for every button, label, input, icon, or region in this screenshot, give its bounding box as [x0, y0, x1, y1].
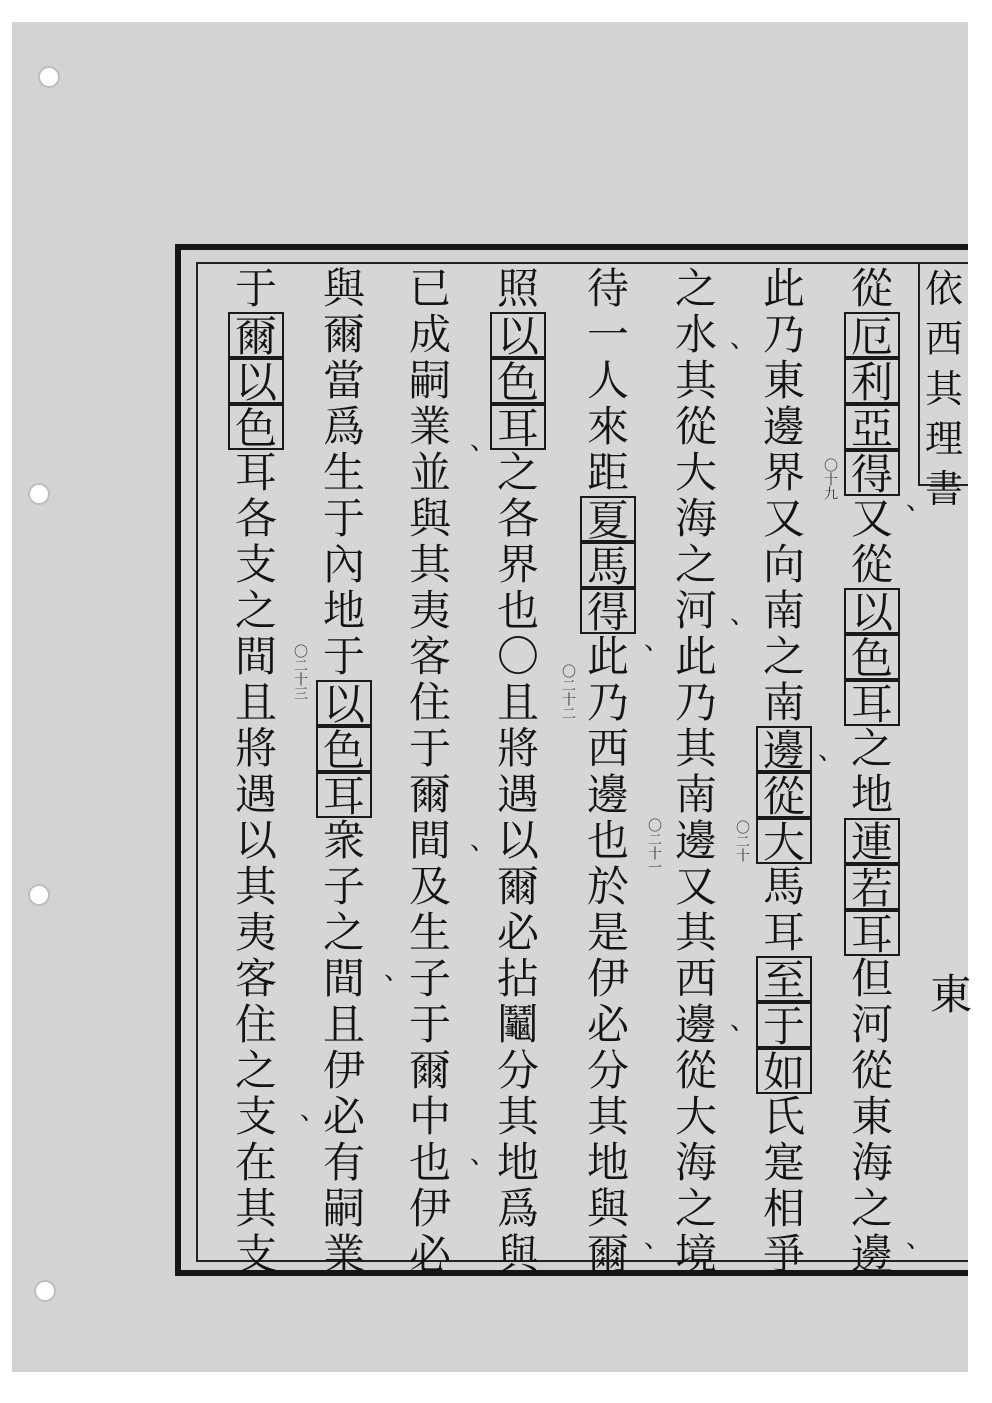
text-char: 伊 — [322, 1046, 365, 1095]
verse-note: 〇十九 — [822, 458, 838, 500]
verse-note: 〇二十三 — [292, 644, 308, 700]
punctuation-mark: 、 — [470, 826, 497, 856]
text-char: 從 — [674, 402, 717, 451]
text-char: 內 — [322, 540, 365, 589]
text-char: 之 — [496, 448, 539, 497]
text-char: 分 — [496, 1046, 539, 1095]
text-char: 伊 — [408, 1184, 451, 1233]
verse-note: 〇二十一 — [646, 818, 662, 874]
text-char: 邊 — [674, 816, 717, 865]
name-mark-char: 以 — [844, 588, 900, 634]
text-char: 氏 — [762, 1092, 805, 1141]
punch-hole — [38, 66, 60, 88]
text-char: 住 — [234, 1000, 277, 1049]
name-mark-char: 亞 — [844, 404, 900, 450]
name-mark-char: 得 — [580, 588, 636, 634]
name-mark-char: 耳 — [844, 910, 900, 956]
text-char: 嗣 — [322, 1184, 365, 1233]
text-char: 將 — [496, 724, 539, 773]
name-mark-char: 若 — [844, 864, 900, 910]
punctuation-mark: 、 — [300, 1096, 327, 1126]
text-char: 海 — [674, 1138, 717, 1187]
text-char: 與 — [322, 264, 365, 313]
text-char: 一 — [586, 310, 629, 359]
punctuation-mark: 、 — [470, 426, 497, 456]
name-mark-char: 爾 — [228, 312, 284, 358]
name-mark-char: 大 — [756, 818, 812, 864]
text-char: 必 — [586, 1000, 629, 1049]
text-char: 界 — [496, 540, 539, 589]
text-char: 之 — [674, 540, 717, 589]
text-char: 西 — [674, 954, 717, 1003]
text-char: 支 — [234, 1230, 277, 1279]
text-char: 地 — [850, 770, 893, 819]
text-char: 邊 — [586, 770, 629, 819]
text-char: 地 — [586, 1138, 629, 1187]
text-char: 且 — [234, 678, 277, 727]
text-char: 支 — [234, 1092, 277, 1141]
text-char: 此 — [674, 632, 717, 681]
name-mark-char: 厄 — [844, 312, 900, 358]
name-mark-char: 于 — [756, 1002, 812, 1048]
text-char: 也 — [496, 586, 539, 635]
text-char: 客 — [234, 954, 277, 1003]
text-char: 生 — [322, 448, 365, 497]
text-char: 照 — [496, 264, 539, 313]
text-char: 從 — [674, 1046, 717, 1095]
name-mark-char: 色 — [316, 726, 372, 772]
text-char: 東 — [762, 356, 805, 405]
text-char: 海 — [674, 494, 717, 543]
punch-hole — [28, 884, 50, 906]
text-char: 〇 — [496, 632, 539, 681]
text-char: 分 — [586, 1046, 629, 1095]
text-char: 爲 — [496, 1184, 539, 1233]
punctuation-mark: 、 — [730, 324, 757, 354]
text-char: 海 — [850, 1138, 893, 1187]
text-char: 又 — [850, 494, 893, 543]
text-char: 子 — [408, 954, 451, 1003]
text-column — [400, 264, 460, 1279]
page-edge-char: 東 — [930, 970, 973, 1019]
text-char: 邊 — [674, 1000, 717, 1049]
text-char: 大 — [674, 1092, 717, 1141]
text-char: 其 — [674, 724, 717, 773]
name-mark-char: 色 — [228, 404, 284, 450]
name-mark-char: 夏 — [580, 496, 636, 542]
text-char: 間 — [408, 816, 451, 865]
text-char: 其 — [674, 908, 717, 957]
punctuation-mark: 、 — [730, 1006, 757, 1036]
text-char: 南 — [762, 586, 805, 635]
text-char: 爾 — [496, 862, 539, 911]
text-column — [226, 264, 286, 1279]
text-char: 爭 — [762, 1230, 805, 1279]
name-mark-char: 連 — [844, 818, 900, 864]
punctuation-mark: 、 — [906, 1224, 933, 1254]
text-char: 當 — [322, 356, 365, 405]
text-char: 與 — [408, 494, 451, 543]
text-char: 爾 — [322, 310, 365, 359]
title-char: 其 — [924, 367, 963, 411]
text-char: 向 — [762, 540, 805, 589]
text-char: 並 — [408, 448, 451, 497]
name-mark-char: 利 — [844, 358, 900, 404]
text-char: 地 — [322, 586, 365, 635]
name-mark-char: 耳 — [490, 404, 546, 450]
text-char: 乃 — [586, 678, 629, 727]
text-char: 之 — [234, 1046, 277, 1095]
title-char: 西 — [924, 317, 963, 361]
text-char: 有 — [322, 1138, 365, 1187]
name-mark-char: 耳 — [844, 680, 900, 726]
text-char: 其 — [408, 540, 451, 589]
text-char: 於 — [586, 862, 629, 911]
name-mark-char: 以 — [228, 358, 284, 404]
text-char: 于 — [322, 494, 365, 543]
text-char: 河 — [674, 586, 717, 635]
text-char: 來 — [586, 402, 629, 451]
text-char: 衆 — [322, 816, 365, 865]
text-char: 成 — [408, 310, 451, 359]
name-mark-char: 得 — [844, 450, 900, 496]
text-char: 支 — [234, 540, 277, 589]
text-char: 必 — [496, 908, 539, 957]
text-char: 但 — [850, 954, 893, 1003]
text-char: 在 — [234, 1138, 277, 1187]
text-char: 爾 — [408, 770, 451, 819]
text-char: 耳 — [762, 908, 805, 957]
text-column — [578, 264, 638, 1279]
text-char: 以 — [496, 816, 539, 865]
text-char: 又 — [762, 494, 805, 543]
text-char: 其 — [496, 1092, 539, 1141]
text-column — [754, 264, 814, 1279]
text-char: 河 — [850, 1000, 893, 1049]
name-mark-char: 至 — [756, 956, 812, 1002]
text-char: 東 — [850, 1092, 893, 1141]
text-char: 間 — [234, 632, 277, 681]
text-char: 生 — [408, 908, 451, 957]
text-char: 于 — [408, 1000, 451, 1049]
text-char: 之 — [234, 586, 277, 635]
punctuation-mark: 、 — [470, 1140, 497, 1170]
text-char: 水 — [674, 310, 717, 359]
text-char: 與 — [586, 1184, 629, 1233]
punctuation-mark: 、 — [644, 626, 671, 656]
text-char: 于 — [408, 724, 451, 773]
text-char: 其 — [234, 1184, 277, 1233]
name-mark-char: 色 — [490, 358, 546, 404]
text-char: 乃 — [762, 310, 805, 359]
text-char: 拈 — [496, 954, 539, 1003]
text-char: 各 — [496, 494, 539, 543]
text-char: 夷 — [408, 586, 451, 635]
text-char: 南 — [674, 770, 717, 819]
punctuation-mark: 、 — [906, 486, 933, 516]
text-char: 相 — [762, 1184, 805, 1233]
text-char: 之 — [850, 724, 893, 773]
text-char: 夷 — [234, 908, 277, 957]
text-char: 之 — [762, 632, 805, 681]
text-char: 此 — [762, 264, 805, 313]
name-mark-char: 從 — [756, 772, 812, 818]
text-char: 界 — [762, 448, 805, 497]
name-mark-char: 色 — [844, 634, 900, 680]
text-char: 業 — [408, 402, 451, 451]
text-char: 從 — [850, 540, 893, 589]
name-mark-char: 如 — [756, 1048, 812, 1094]
text-char: 中 — [408, 1092, 451, 1141]
title-char: 書 — [924, 467, 963, 511]
title-char: 理 — [924, 417, 963, 461]
verse-note: 〇二十 — [734, 820, 750, 862]
text-char: 及 — [408, 862, 451, 911]
text-char: 其 — [586, 1092, 629, 1141]
text-char: 之 — [850, 1184, 893, 1233]
text-char: 其 — [234, 862, 277, 911]
text-char: 將 — [234, 724, 277, 773]
text-char: 又 — [674, 862, 717, 911]
title-label — [918, 264, 968, 511]
punch-hole — [34, 1280, 56, 1302]
text-char: 寔 — [762, 1138, 805, 1187]
text-char: 也 — [586, 816, 629, 865]
text-char: 距 — [586, 448, 629, 497]
text-char: 此 — [586, 632, 629, 681]
text-char: 住 — [408, 678, 451, 727]
text-char: 業 — [322, 1230, 365, 1279]
text-char: 之 — [674, 264, 717, 313]
name-mark-char: 邊 — [756, 726, 812, 772]
text-char: 是 — [586, 908, 629, 957]
name-mark-char: 馬 — [580, 542, 636, 588]
text-char: 間 — [322, 954, 365, 1003]
text-column — [666, 264, 726, 1279]
name-mark-char: 以 — [316, 680, 372, 726]
text-char: 且 — [322, 1000, 365, 1049]
punctuation-mark: 、 — [644, 1224, 671, 1254]
text-char: 之 — [674, 1184, 717, 1233]
text-column — [488, 264, 548, 1279]
text-char: 從 — [850, 264, 893, 313]
text-char: 大 — [674, 448, 717, 497]
text-char: 也 — [408, 1138, 451, 1187]
text-char: 爲 — [322, 402, 365, 451]
text-char: 地 — [496, 1138, 539, 1187]
text-char: 嗣 — [408, 356, 451, 405]
verse-note: 〇二十二 — [560, 664, 576, 720]
text-char: 邊 — [762, 402, 805, 451]
text-column — [842, 264, 902, 1279]
text-char: 必 — [322, 1092, 365, 1141]
text-char: 邊 — [850, 1230, 893, 1279]
text-char: 乃 — [674, 678, 717, 727]
punctuation-mark: 、 — [384, 956, 411, 986]
title-char: 依 — [924, 267, 963, 311]
text-char: 爾 — [586, 1230, 629, 1279]
text-char: 鬮 — [496, 1000, 539, 1049]
text-char: 馬 — [762, 862, 805, 911]
punch-hole — [28, 483, 50, 505]
text-char: 以 — [234, 816, 277, 865]
text-char: 耳 — [234, 448, 277, 497]
text-char: 子 — [322, 862, 365, 911]
text-char: 西 — [586, 724, 629, 773]
text-char: 已 — [408, 264, 451, 313]
text-char: 從 — [850, 1046, 893, 1095]
text-char: 各 — [234, 494, 277, 543]
punctuation-mark: 、 — [730, 600, 757, 630]
text-char: 其 — [674, 356, 717, 405]
text-char: 客 — [408, 632, 451, 681]
text-char: 之 — [322, 908, 365, 957]
text-char: 境 — [674, 1230, 717, 1279]
name-mark-char: 耳 — [316, 772, 372, 818]
punctuation-mark: 、 — [818, 736, 845, 766]
text-char: 遇 — [234, 770, 277, 819]
text-char: 且 — [496, 678, 539, 727]
text-char: 爾 — [408, 1046, 451, 1095]
text-char: 伊 — [586, 954, 629, 1003]
text-char: 遇 — [496, 770, 539, 819]
text-char: 于 — [322, 632, 365, 681]
name-mark-char: 以 — [490, 312, 546, 358]
text-char: 與 — [496, 1230, 539, 1279]
text-char: 于 — [234, 264, 277, 313]
text-char: 待 — [586, 264, 629, 313]
text-char: 南 — [762, 678, 805, 727]
text-char: 人 — [586, 356, 629, 405]
text-char: 必 — [408, 1230, 451, 1279]
